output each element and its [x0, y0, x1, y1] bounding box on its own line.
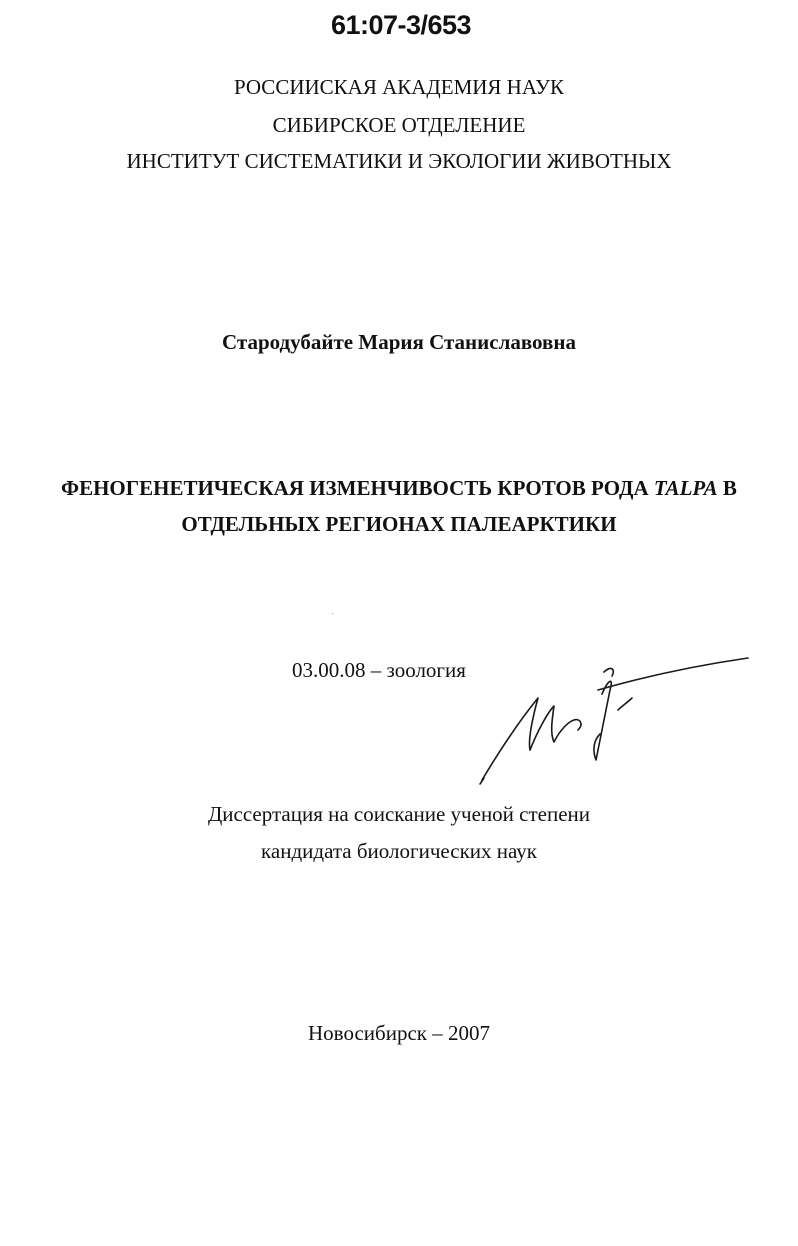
place-year: Новосибирск – 2007: [308, 1021, 490, 1045]
degree-line2: кандидата биологических наук: [261, 839, 537, 863]
shelf-mark: 61:07-3/653: [330, 10, 472, 40]
scan-speck: [332, 613, 333, 614]
handwritten-signature: [470, 650, 760, 790]
thesis-title-line2: ОТДЕЛЬНЫХ РЕГИОНАХ ПАЛЕАРКТИКИ: [181, 512, 617, 536]
institution-academy: РОССИИСКАЯ АКАДЕМИЯ НАУК: [233, 75, 565, 99]
institution-name: ИНСТИТУТ СИСТЕМАТИКИ И ЭКОЛОГИИ ЖИВОТНЫХ: [126, 149, 672, 173]
institution-branch: СИБИРСКОЕ ОТДЕЛЕНИЕ: [272, 113, 526, 137]
genus-name: TALPA: [653, 476, 718, 500]
specialty-code: 03.00.08 – зоология: [292, 658, 466, 682]
thesis-title-line1: ФЕНОГЕНЕТИЧЕСКАЯ ИЗМЕНЧИВОСТЬ КРОТОВ РОДА TALPA В: [61, 476, 737, 500]
author-name: Стародубайте Мария Станиславовна: [222, 330, 576, 354]
degree-line1: Диссертация на соискание ученой степени: [207, 802, 591, 826]
